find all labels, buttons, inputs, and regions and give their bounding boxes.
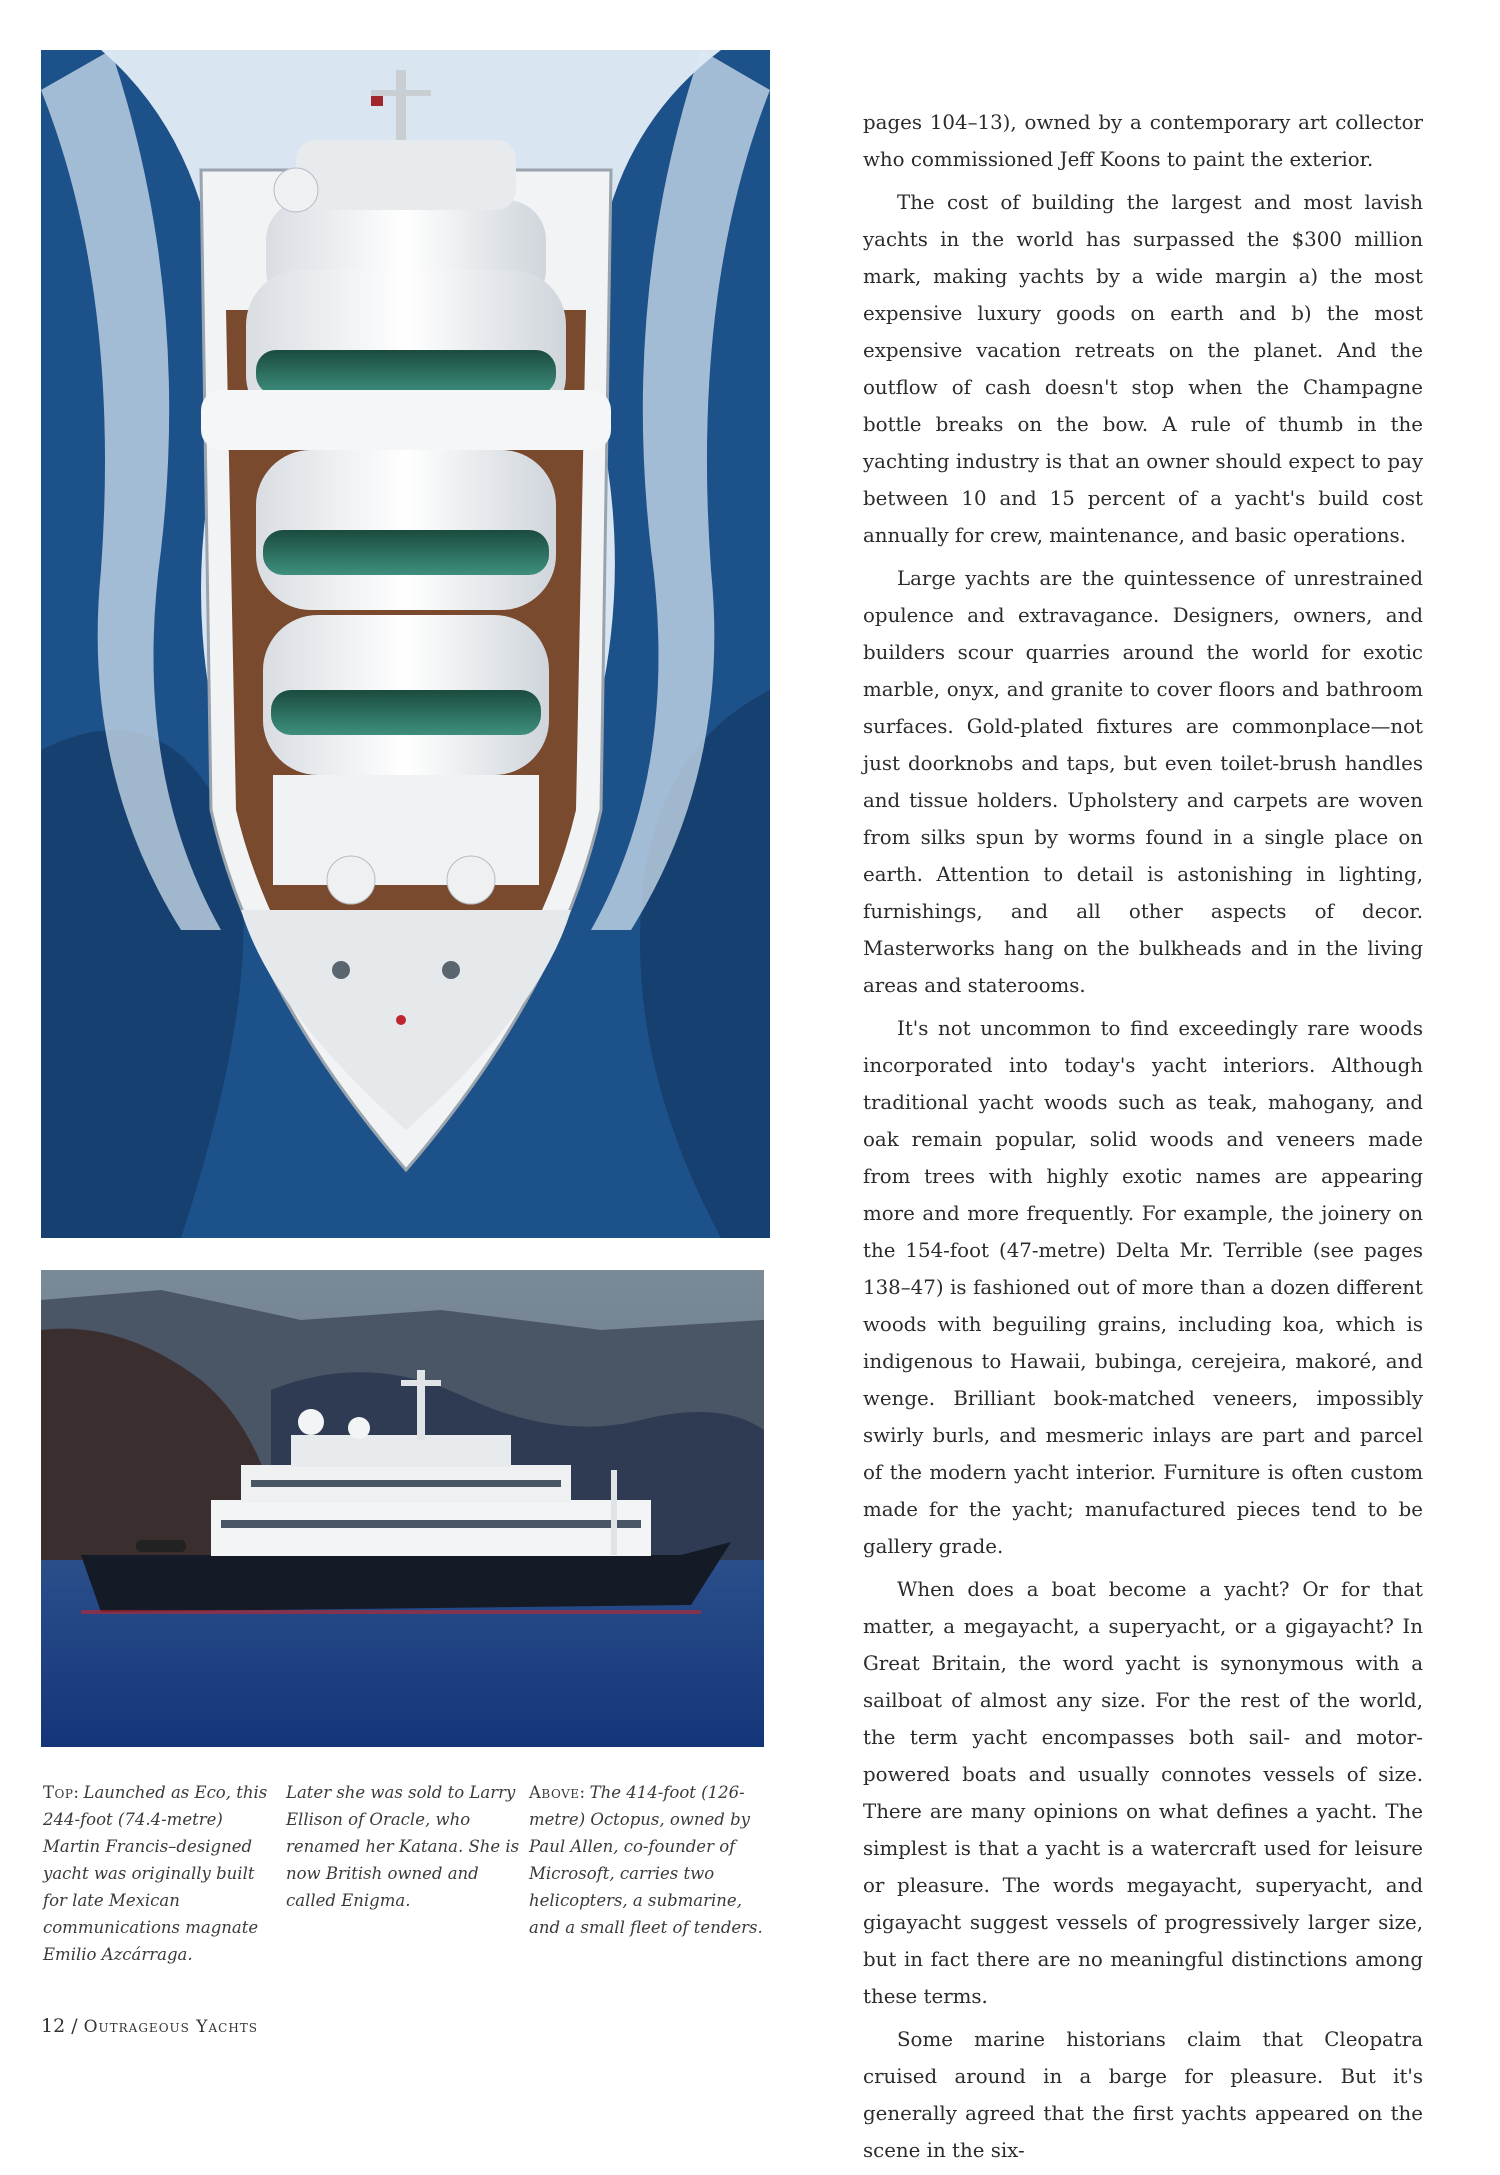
- body-paragraph: It's not uncommon to find exceedingly rare woods incorporated into today's yacht interiors. Although traditional yacht woods such as teak, mahogany, and oak remain popular, solid woods and veneers made from trees with highly exotic names are appearing more and more frequently. For example, the joinery on the 154-foot (47-metre) Delta Mr. Terrible (see pages 138–47) is fashioned out of more than a dozen different woods with beguiling grains, including koa, which is indigenous to Hawaii, bubinga, cerejeira, makoré, and wenge. Brilliant book-matched veneers, impossibly swirly burls, and mesmeric inlays are part and parcel of the modern yacht interior. Furniture is often custom made for the yacht; manufactured pieces tend to be gallery grade.: [863, 1017, 1423, 1558]
- folio-separator: /: [71, 2015, 78, 2037]
- book-title: Outrageous Yachts: [83, 2017, 259, 2037]
- caption-above-photo: [529, 1779, 764, 1941]
- body-paragraph: Large yachts are the quintessence of unrestrained opulence and extravagance. Designers, owners, and builders scour quarries around the world for exotic marble, onyx, and granite to cover floors and bathroom surfaces. Gold-plated fixtures are commonplace—not just doorknobs and taps, but even toilet-brush handles and tissue holders. Upholstery and carpets are woven from silks spun by worms found in a single place on earth. Attention to detail is astonishing in lighting, furnishings, and all other aspects of decor. Masterworks hang on the bulkheads and in the living areas and staterooms.: [863, 567, 1423, 997]
- body-text-column: [863, 104, 1423, 2175]
- caption-text-continuation: Later she was sold to Larry Ellison of Oracle, who renamed her Katana. She is now British owned and called Enigma.: [286, 1783, 520, 1910]
- photo-yacht-octopus: [41, 1270, 764, 1747]
- body-paragraph: pages 104–13), owned by a contemporary art collector who commissioned Jeff Koons to paint the exterior.: [863, 111, 1423, 171]
- caption-lead-above: Above:: [529, 1783, 586, 1802]
- yacht-aerial-illustration: [41, 50, 770, 1238]
- body-paragraph: The cost of building the largest and most lavish yachts in the world has surpassed the $300 million mark, making yachts by a wide margin a) the most expensive luxury goods on earth and b) the most expensive vacation retreats on the planet. And the outflow of cash doesn't stop when the Champagne bottle breaks on the bow. A rule of thumb in the yachting industry is that an owner should expect to pay between 10 and 15 percent of a yacht's build cost annually for crew, maintenance, and basic operations.: [863, 191, 1423, 547]
- yacht-octopus-illustration: [41, 1270, 764, 1747]
- caption-continuation: [286, 1779, 521, 1914]
- body-paragraph: Some marine historians claim that Cleopatra cruised around in a barge for pleasure. But it's generally agreed that the first yachts appeared on the scene in the six-: [863, 2028, 1423, 2162]
- caption-text-above: The 414-foot (126-metre) Octopus, owned by Paul Allen, co-founder of Microsoft, carries two helicopters, a submarine, and a small fleet of tenders.: [529, 1783, 763, 1937]
- caption-text-top: Launched as Eco, this 244-foot (74.4-metre) Martin Francis–designed yacht was originally built for late Mexican communications magnate Emilio Azcárraga.: [43, 1783, 268, 1964]
- photo-yacht-aerial: [41, 50, 770, 1238]
- caption-lead-top: Top:: [43, 1783, 80, 1802]
- page-folio: [41, 2015, 258, 2037]
- page-number: 12: [41, 2015, 66, 2037]
- caption-top-photo: [43, 1779, 278, 1968]
- body-paragraph: When does a boat become a yacht? Or for that matter, a megayacht, a superyacht, or a gigayacht? In Great Britain, the word yacht is synonymous with a sailboat of almost any size. For the rest of the world, the term yacht encompasses both sail- and motor-powered boats and usually connotes vessels of size. There are many opinions on what defines a yacht. The simplest is that a yacht is a watercraft used for leisure or pleasure. The words megayacht, superyacht, and gigayacht suggest vessels of progressively larger size, but in fact there are no meaningful distinctions among these terms.: [863, 1578, 1423, 2008]
